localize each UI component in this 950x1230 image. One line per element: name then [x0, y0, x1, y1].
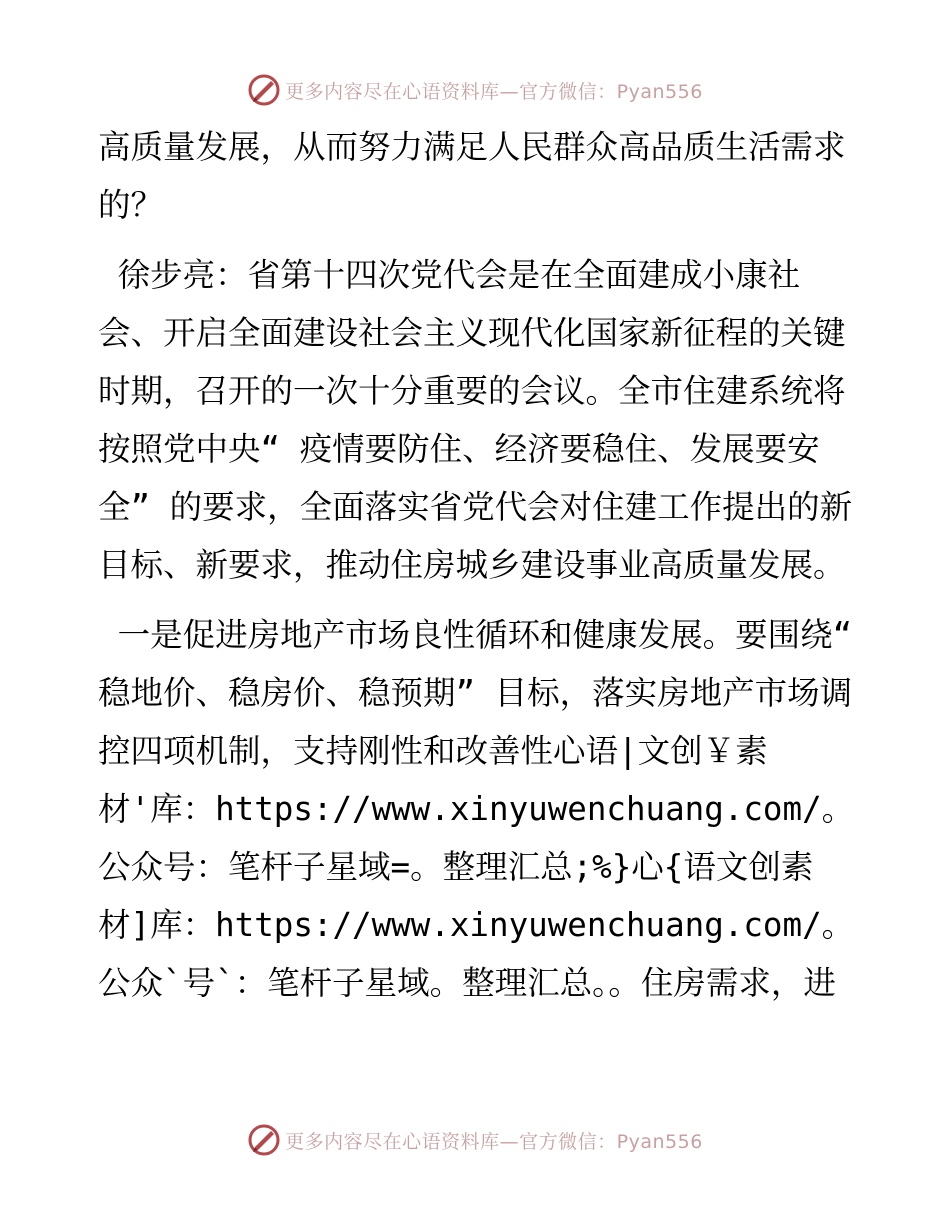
paragraph-1: 高质量发展，从而努力满足人民群众高品质生活需求的？ — [98, 128, 846, 224]
pen-logo-icon — [247, 73, 281, 107]
watermark-text: 更多内容尽在心语资料库—官方微信：Pyan556 — [285, 1130, 703, 1153]
pen-logo-icon — [247, 1123, 281, 1157]
watermark-banner-top — [0, 70, 950, 110]
paragraph-3: 一是促进房地产市场良性循环和健康发展。要围绕“ 稳地价、稳房价、稳预期” 目标，落实房地产市场调控四项机制，支持刚性和改善性心语|文创￥素材'库：https://www.xinyuwenchuang.com/。公众号：笔杆子星域=。整理汇总;%}心{语文创素材]库：https://www.xinyuwenchuang.com/。公众`号`：笔杆子星域。整理汇总。。住房需求，进 — [98, 616, 872, 1002]
watermark-text: 更多内容尽在心语资料库—官方微信：Pyan556 — [285, 80, 703, 103]
watermark-banner-bottom — [0, 1120, 950, 1160]
paragraph-2: 徐步亮：省第十四次党代会是在全面建成小康社会、开启全面建设社会主义现代化国家新征程的关键时期，召开的一次十分重要的会议。全市住建系统将按照党中央“ 疫情要防住、经济要稳住、发展要安全” 的要求，全面落实省党代会对住建工作提出的新目标、新要求，推动住房城乡建设事业高质量发展。 — [98, 256, 853, 584]
document-body — [98, 118, 872, 1012]
